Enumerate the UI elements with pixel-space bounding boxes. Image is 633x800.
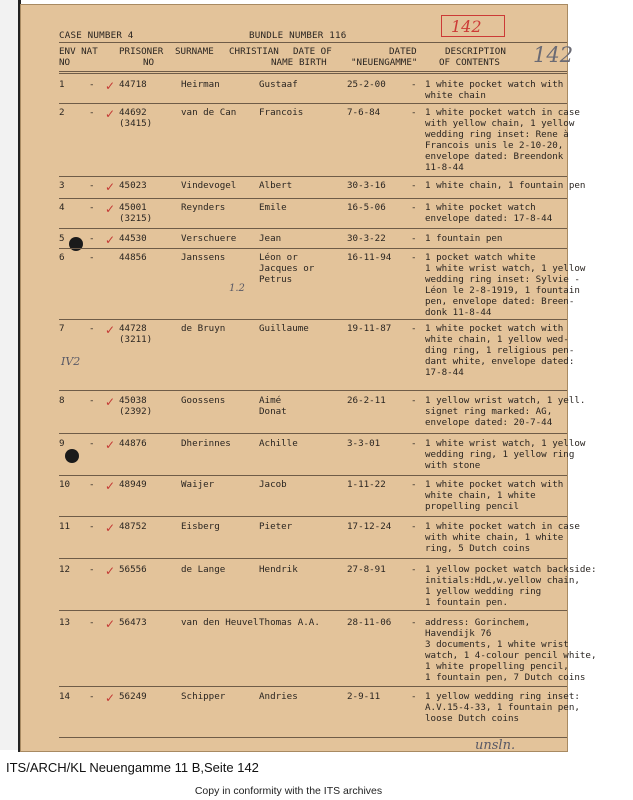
desc-dash: -: [411, 617, 417, 628]
description-line: 1 fountain pen.: [425, 597, 508, 608]
prisoner-number: 44692: [119, 107, 147, 118]
header-env-nat: ENV NAT: [59, 46, 98, 57]
date-of-birth: 1-11-22: [347, 479, 386, 490]
desc-dash: -: [411, 395, 417, 406]
row-divider: [59, 228, 567, 229]
description-line: with stone: [425, 460, 481, 471]
row-divider: [59, 248, 567, 249]
checkmark: ✓: [105, 180, 116, 194]
desc-dash: -: [411, 180, 417, 191]
prisoner-number: 56556: [119, 564, 147, 575]
prisoner-number: 48752: [119, 521, 147, 532]
checkmark: ✓: [105, 564, 116, 578]
entry-dash: -: [89, 395, 95, 406]
prisoner-number: 45038: [119, 395, 147, 406]
description-line: 11-8-44: [425, 162, 464, 173]
header-surname: SURNAME: [175, 46, 214, 57]
prisoner-number: 45001: [119, 202, 147, 213]
surname: Dherinnes: [181, 438, 231, 449]
checkmark: ✓: [105, 107, 116, 121]
description-line: white chain, 1 yellow wed-: [425, 334, 569, 345]
christian-name: Pieter: [259, 521, 293, 532]
desc-dash: -: [411, 252, 417, 263]
description-line: propelling pencil: [425, 501, 520, 512]
christian-name: Thomas A.A.: [259, 617, 320, 628]
entry-dash: -: [89, 438, 95, 449]
entry-number: 13: [59, 617, 71, 628]
prisoner-number: 56249: [119, 691, 147, 702]
description-line: envelope dated: Breendonk: [425, 151, 564, 162]
prisoner-number: 45023: [119, 180, 147, 191]
page-stamp-number: 142: [451, 17, 482, 36]
row-divider: [59, 475, 567, 476]
desc-dash: -: [411, 479, 417, 490]
row-divider: [59, 433, 567, 434]
surname: van de Can: [181, 107, 237, 118]
date-of-birth: 30-3-16: [347, 180, 386, 191]
row-divider: [59, 390, 567, 391]
description-line: envelope dated: 17-8-44: [425, 213, 553, 224]
header-env-no: NO: [59, 57, 71, 68]
row-divider: [59, 176, 567, 177]
header-prisoner: PRISONER: [119, 46, 164, 57]
case-number: CASE NUMBER 4: [59, 30, 134, 41]
signature: unsln.: [475, 738, 516, 753]
description-line: 1 white pocket watch with: [425, 323, 564, 334]
header-christian-name: NAME: [271, 57, 294, 68]
description-line: 1 white pocket watch with: [425, 79, 564, 90]
description-line: 17-8-44: [425, 367, 464, 378]
prisoner-number: 44876: [119, 438, 147, 449]
entry-number: 4: [59, 202, 65, 213]
christian-name: Albert: [259, 180, 293, 191]
surname: Janssens: [181, 252, 226, 263]
description-line: Léon le 2-8-1919, 1 fountain: [425, 285, 580, 296]
surname: de Bruyn: [181, 323, 226, 334]
checkmark: ✓: [105, 79, 116, 93]
row-divider: [59, 610, 567, 611]
prisoner-number: 44530: [119, 233, 147, 244]
surname: de Lange: [181, 564, 226, 575]
entry-dash: -: [89, 233, 95, 244]
entry-dash: -: [89, 564, 95, 575]
header-prisoner-no: NO: [143, 57, 155, 68]
checkmark: ✓: [105, 438, 116, 452]
checkmark: ✓: [105, 617, 116, 631]
entry-dash: -: [89, 617, 95, 628]
description-line: wedding ring, 1 yellow ring: [425, 449, 575, 460]
prisoner-number-secondary: (3215): [119, 213, 153, 224]
row-divider: [59, 103, 567, 104]
margin-note: 1.2: [229, 283, 245, 294]
christian-name: Jean: [259, 233, 282, 244]
date-of-birth: 28-11-06: [347, 617, 392, 628]
description-line: wedding ring inset: Rene à: [425, 129, 569, 140]
punch-hole: [65, 449, 79, 463]
header-rule: [59, 42, 567, 43]
christian-name: Jacques or: [259, 263, 315, 274]
prisoner-number-secondary: (3211): [119, 334, 153, 345]
desc-dash: -: [411, 79, 417, 90]
description-line: 1 fountain pen: [425, 233, 503, 244]
entry-number: 9: [59, 438, 65, 449]
header-neuengamme: "NEUENGAMME": [351, 57, 418, 68]
description-line: 1 white pocket watch: [425, 202, 536, 213]
description-line: 1 white wrist watch, 1 yellow: [425, 263, 586, 274]
checkmark: ✓: [105, 202, 116, 216]
header-double-rule: [59, 71, 567, 74]
description-line: 1 white pocket watch with: [425, 479, 564, 490]
description-line: 1 fountain pen, 7 Dutch coins: [425, 672, 586, 683]
description-line: ring, 5 Dutch coins: [425, 543, 531, 554]
description-line: dant white, envelope dated:: [425, 356, 575, 367]
entry-number: 14: [59, 691, 71, 702]
date-of-birth: 19-11-87: [347, 323, 392, 334]
checkmark: ✓: [105, 479, 116, 493]
desc-dash: -: [411, 233, 417, 244]
surname: Verschuere: [181, 233, 237, 244]
row-divider: [59, 686, 567, 687]
christian-name: Léon or: [259, 252, 298, 263]
surname: van den Heuvel: [181, 617, 259, 628]
christian-name: Achille: [259, 438, 298, 449]
description-line: 1 white pocket watch in case: [425, 107, 580, 118]
date-of-birth: 7-6-84: [347, 107, 381, 118]
description-line: 1 yellow pocket watch backside:: [425, 564, 597, 575]
header-dated: DATED: [389, 46, 417, 57]
row-divider: [59, 516, 567, 517]
entry-number: 7: [59, 323, 65, 334]
row-divider: [59, 558, 567, 559]
checkmark: ✓: [105, 395, 116, 409]
description-line: 1 pocket watch white: [425, 252, 536, 263]
desc-dash: -: [411, 691, 417, 702]
description-line: initials:HdL,w.yellow chain,: [425, 575, 580, 586]
entry-number: 11: [59, 521, 71, 532]
entry-dash: -: [89, 521, 95, 532]
surname: Reynders: [181, 202, 226, 213]
description-line: white chain, 1 white: [425, 490, 536, 501]
entry-number: 10: [59, 479, 71, 490]
row-divider: [59, 737, 567, 738]
description-line: pen, envelope dated: Breen-: [425, 296, 575, 307]
date-of-birth: 3-3-01: [347, 438, 381, 449]
bundle-number: BUNDLE NUMBER 116: [249, 30, 347, 41]
entry-dash: -: [89, 79, 95, 90]
description-line: A.V.15-4-33, 1 fountain pen,: [425, 702, 580, 713]
christian-name: Emile: [259, 202, 287, 213]
surname: Eisberg: [181, 521, 220, 532]
surname: Waijer: [181, 479, 215, 490]
description-line: address: Gorinchem,: [425, 617, 531, 628]
checkmark: ✓: [105, 691, 116, 705]
description-line: 1 white wrist watch, 1 yellow: [425, 438, 586, 449]
entry-dash: -: [89, 323, 95, 334]
date-of-birth: 25-2-00: [347, 79, 386, 90]
desc-dash: -: [411, 521, 417, 532]
desc-dash: -: [411, 107, 417, 118]
row-divider: [59, 319, 567, 320]
checkmark: ✓: [105, 521, 116, 535]
checkmark: ✓: [105, 323, 116, 337]
christian-name: Gustaaf: [259, 79, 298, 90]
entry-number: 2: [59, 107, 65, 118]
christian-name: Andries: [259, 691, 298, 702]
prisoner-number: 56473: [119, 617, 147, 628]
description-line: with yellow chain, 1 yellow: [425, 118, 575, 129]
christian-name: Guillaume: [259, 323, 309, 334]
desc-dash: -: [411, 202, 417, 213]
header-of-contents: OF CONTENTS: [439, 57, 500, 68]
description-line: 1 yellow wedding ring: [425, 586, 542, 597]
date-of-birth: 2-9-11: [347, 691, 381, 702]
prisoner-number: 44856: [119, 252, 147, 263]
description-line: wedding ring inset: Sylvie -: [425, 274, 580, 285]
entry-number: 1: [59, 79, 65, 90]
entry-dash: -: [89, 202, 95, 213]
prisoner-number-secondary: (3415): [119, 118, 153, 129]
description-line: Francois unis le 2-10-20,: [425, 140, 564, 151]
entry-dash: -: [89, 180, 95, 191]
description-line: donk 11-8-44: [425, 307, 492, 318]
entry-dash: -: [89, 252, 95, 263]
christian-name: Aimé: [259, 395, 282, 406]
description-line: 1 white propelling pencil,: [425, 661, 569, 672]
entry-dash: -: [89, 479, 95, 490]
entry-number: 3: [59, 180, 65, 191]
date-of-birth: 16-11-94: [347, 252, 392, 263]
date-of-birth: 17-12-24: [347, 521, 392, 532]
description-line: Havendijk 76: [425, 628, 492, 639]
entry-dash: -: [89, 691, 95, 702]
surname: Heirman: [181, 79, 220, 90]
christian-name: Petrus: [259, 274, 293, 285]
archive-reference: ITS/ARCH/KL Neuengamme 11 B,Seite 142: [6, 760, 259, 775]
description-line: ding ring, 1 religious pen-: [425, 345, 575, 356]
christian-name: Hendrik: [259, 564, 298, 575]
description-line: loose Dutch coins: [425, 713, 520, 724]
header-christian: CHRISTIAN: [229, 46, 279, 57]
surname: Goossens: [181, 395, 226, 406]
description-line: with white chain, 1 white: [425, 532, 564, 543]
prisoner-number: 44718: [119, 79, 147, 90]
date-of-birth: 26-2-11: [347, 395, 386, 406]
description-line: envelope dated: 20-7-44: [425, 417, 553, 428]
description-line: 1 yellow wrist watch, 1 yell.: [425, 395, 586, 406]
entry-number: 8: [59, 395, 65, 406]
description-line: 1 white pocket watch in case: [425, 521, 580, 532]
christian-name: Donat: [259, 406, 287, 417]
christian-name: Francois: [259, 107, 304, 118]
checkmark: ✓: [105, 233, 116, 247]
date-of-birth: 27-8-91: [347, 564, 386, 575]
header-date-of: DATE OF: [293, 46, 332, 57]
desc-dash: -: [411, 438, 417, 449]
margin-note: IV2: [61, 355, 81, 368]
row-divider: [59, 198, 567, 199]
date-of-birth: 30-3-22: [347, 233, 386, 244]
binder-strip: [0, 0, 20, 750]
surname: Vindevogel: [181, 180, 237, 191]
header-birth: BIRTH: [299, 57, 327, 68]
entry-number: 6: [59, 252, 65, 263]
description-line: 1 white chain, 1 fountain pen: [425, 180, 586, 191]
surname: Schipper: [181, 691, 226, 702]
document-sheet: [20, 4, 597, 753]
description-line: watch, 1 4-colour pencil white,: [425, 650, 597, 661]
prisoner-number-secondary: (2392): [119, 406, 153, 417]
description-line: white chain: [425, 90, 486, 101]
prisoner-number: 44728: [119, 323, 147, 334]
entry-number: 12: [59, 564, 71, 575]
entry-dash: -: [89, 107, 95, 118]
desc-dash: -: [411, 564, 417, 575]
prisoner-number: 48949: [119, 479, 147, 490]
description-line: 3 documents, 1 white wrist: [425, 639, 569, 650]
desc-dash: -: [411, 323, 417, 334]
handwritten-page-number: 142: [533, 43, 574, 67]
description-line: signet ring marked: AG,: [425, 406, 553, 417]
description-line: 1 yellow wedding ring inset:: [425, 691, 580, 702]
entry-number: 5: [59, 233, 65, 244]
conformity-note: Copy in conformity with the ITS archives: [194, 785, 383, 797]
date-of-birth: 16-5-06: [347, 202, 386, 213]
header-description: DESCRIPTION: [445, 46, 506, 57]
christian-name: Jacob: [259, 479, 287, 490]
